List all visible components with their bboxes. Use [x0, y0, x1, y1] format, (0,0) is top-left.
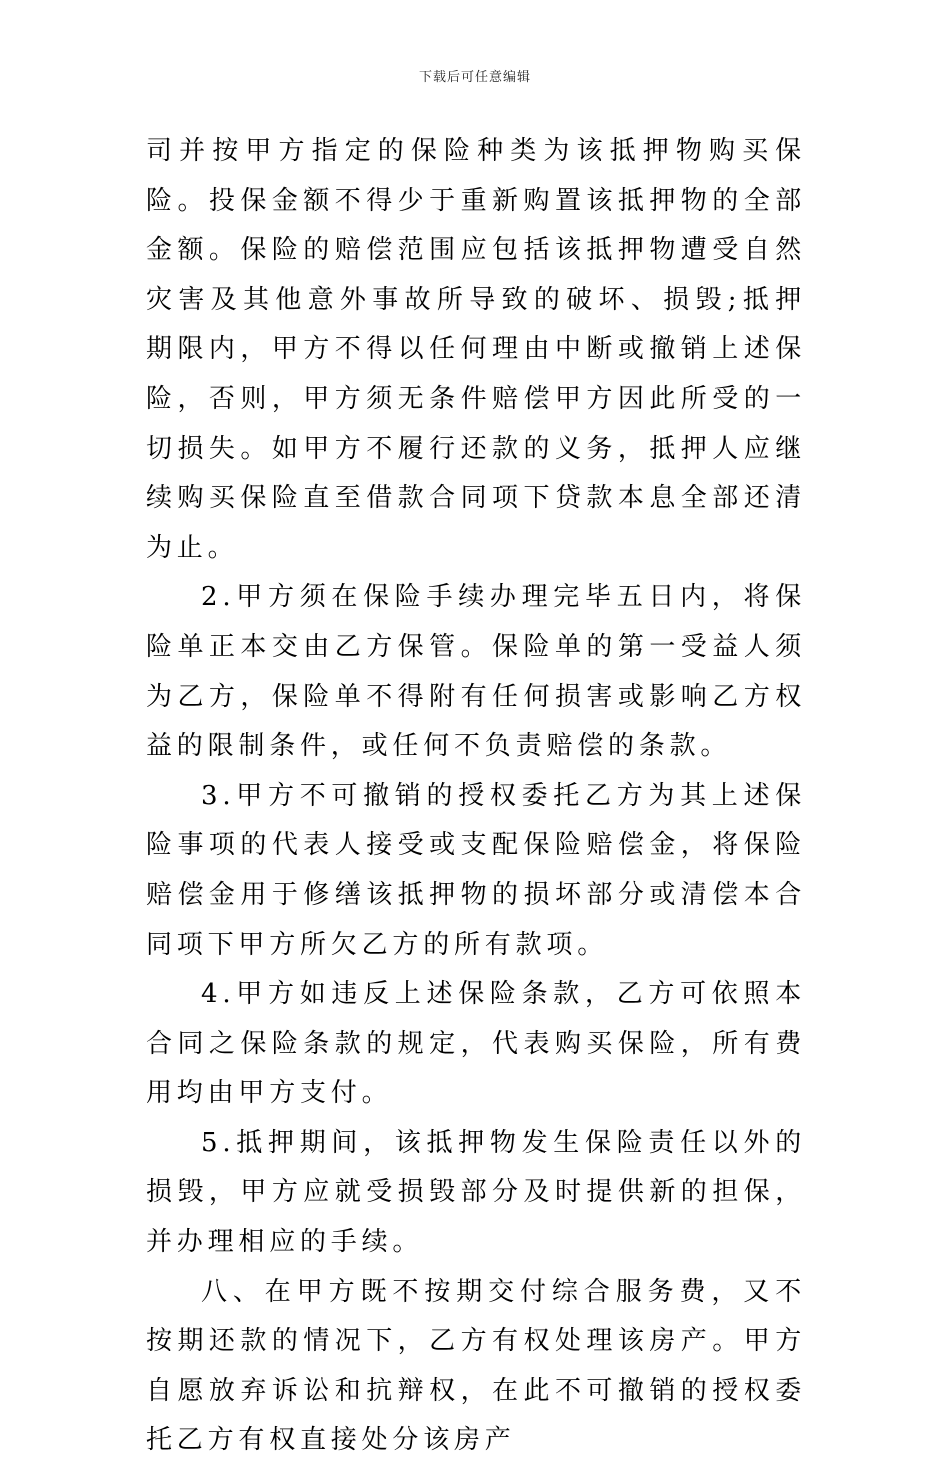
paragraph-item-5: 5.抵押期间，该抵押物发生保险责任以外的损毁，甲方应就受损毁部分及时提供新的担保，并办理相应的手续。: [146, 1127, 806, 1258]
header-note: 下载后可任意编辑: [418, 70, 531, 85]
document-body: [146, 127, 806, 1466]
paragraph-item-3: 3.甲方不可撤销的授权委托乙方为其上述保险事项的代表人接受或支配保险赔偿金，将保险赔偿金用于修缮该抵押物的损坏部分或清偿本合同项下甲方所欠乙方的所有款项。: [146, 780, 806, 960]
paragraph-item-2: 2.甲方须在保险手续办理完毕五日内，将保险单正本交由乙方保管。保险单的第一受益人须为乙方，保险单不得附有任何损害或影响乙方权益的限制条件，或任何不负责赔偿的条款。: [146, 582, 806, 762]
paragraph-continuation: 司并按甲方指定的保险种类为该抵押物购买保险。投保金额不得少于重新购置该抵押物的全部金额。保险的赔偿范围应包括该抵押物遭受自然灾害及其他意外事故所导致的破坏、损毁;抵押期限内，甲方不得以任何理由中断或撤销上述保险，否则，甲方须无条件赔偿甲方因此所受的一切损失。如甲方不履行还款的义务，抵押人应继续购买保险直至借款合同项下贷款本息全部还清为止。: [146, 136, 806, 563]
paragraph-item-4: 4.甲方如违反上述保险条款，乙方可依照本合同之保险条款的规定，代表购买保险，所有费用均由甲方支付。: [146, 979, 806, 1109]
paragraph-section-8: 八、在甲方既不按期交付综合服务费，又不按期还款的情况下，乙方有权处理该房产。甲方自愿放弃诉讼和抗辩权，在此不可撤销的授权委托乙方有权直接处分该房产: [146, 1276, 806, 1456]
